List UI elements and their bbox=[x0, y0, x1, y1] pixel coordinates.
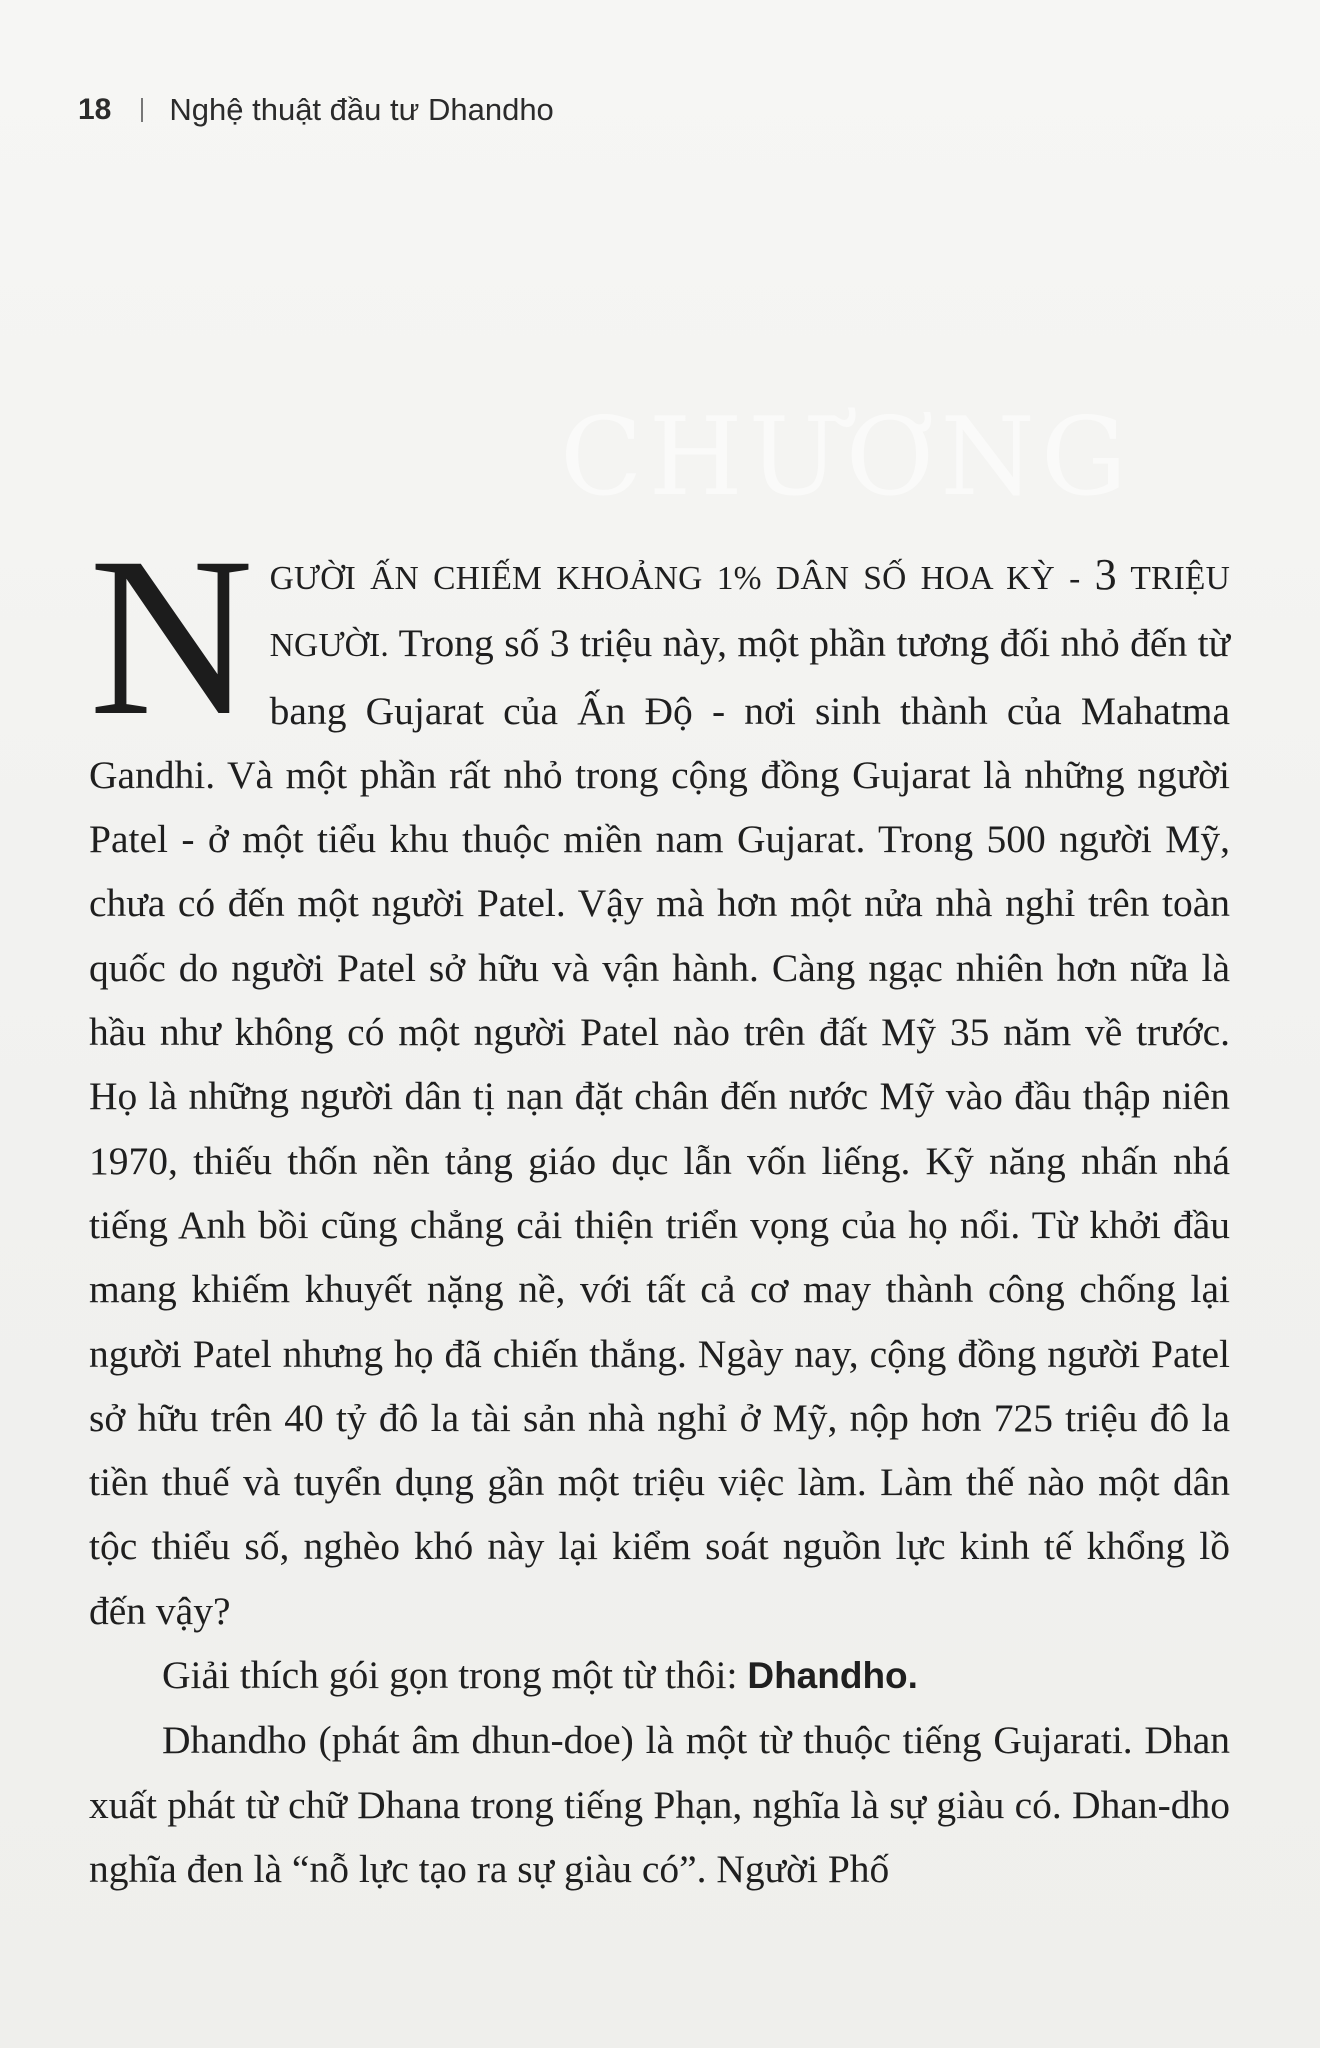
paragraph-2 bbox=[89, 1643, 1230, 1708]
paragraph-1-text: Trong số 3 triệu này, một phần tương đối nhỏ đến từ bang Gujarat của Ấn Độ - nơi sinh thành của Mahatma Gandhi. Và một phần rất nhỏ trong cộng đồng Gujarat là những người Patel - ở một tiểu khu thuộc miền nam Gujarat. Trong 500 người Mỹ, chưa có đến một người Patel. Vậy mà hơn một nửa nhà nghỉ trên toàn quốc do người Patel sở hữu và vận hành. Càng ngạc nhiên hơn nữa là hầu như không có một người Patel nào trên đất Mỹ 35 năm về trước. Họ là những người dân tị nạn đặt chân đến nước Mỹ vào đầu thập niên 1970, thiếu thốn nền tảng giáo dục lẫn vốn liếng. Kỹ năng nhấn nhá tiếng Anh bồi cũng chẳng cải thiện triển vọng của họ nổi. Từ khởi đầu mang khiếm khuyết nặng nề, với tất cả cơ may thành công chống lại người Patel nhưng họ đã chiến thắng. Ngày nay, cộng đồng người Patel sở hữu trên 40 tỷ đô la tài sản nhà nghỉ ở Mỹ, nộp hơn 725 triệu đô la tiền thuế và tuyển dụng gần một triệu việc làm. Làm thế nào một dân tộc thiểu số, nghèo khó này lại kiểm soát nguồn lực kinh tế khổng lồ đến vậy? bbox=[89, 621, 1230, 1633]
keyword-dhandho: Dhandho. bbox=[747, 1655, 918, 1697]
lead-in-caps-a: GƯỜI ẤN CHIẾM KHOẢNG 1% DÂN SỐ HOA KỲ - bbox=[269, 560, 1095, 597]
bleed-through-text: CHƯƠNG bbox=[560, 395, 1134, 520]
header-separator bbox=[141, 98, 143, 122]
page-number: 18 bbox=[78, 93, 112, 126]
book-title: Nghệ thuật đầu tư Dhandho bbox=[169, 92, 554, 127]
lead-in-caps-number: 3 bbox=[1094, 550, 1117, 599]
lead-in-caps-b: TRIỆU NGƯỜI. bbox=[269, 560, 1230, 665]
running-head bbox=[78, 92, 554, 128]
drop-cap: N bbox=[89, 511, 254, 763]
body-text bbox=[89, 511, 1230, 1901]
paragraph-1 bbox=[89, 511, 1230, 1643]
paragraph-3: Dhandho (phát âm dhun-doe) là một từ thuộc tiếng Gujarati. Dhan xuất phát từ chữ Dhana trong tiếng Phạn, nghĩa là sự giàu có. Dhan-dho nghĩa đen là “nỗ lực tạo ra sự giàu có”. Người Phố bbox=[89, 1718, 1230, 1891]
paragraph-2-text: Giải thích gói gọn trong một từ thôi: bbox=[162, 1653, 748, 1698]
